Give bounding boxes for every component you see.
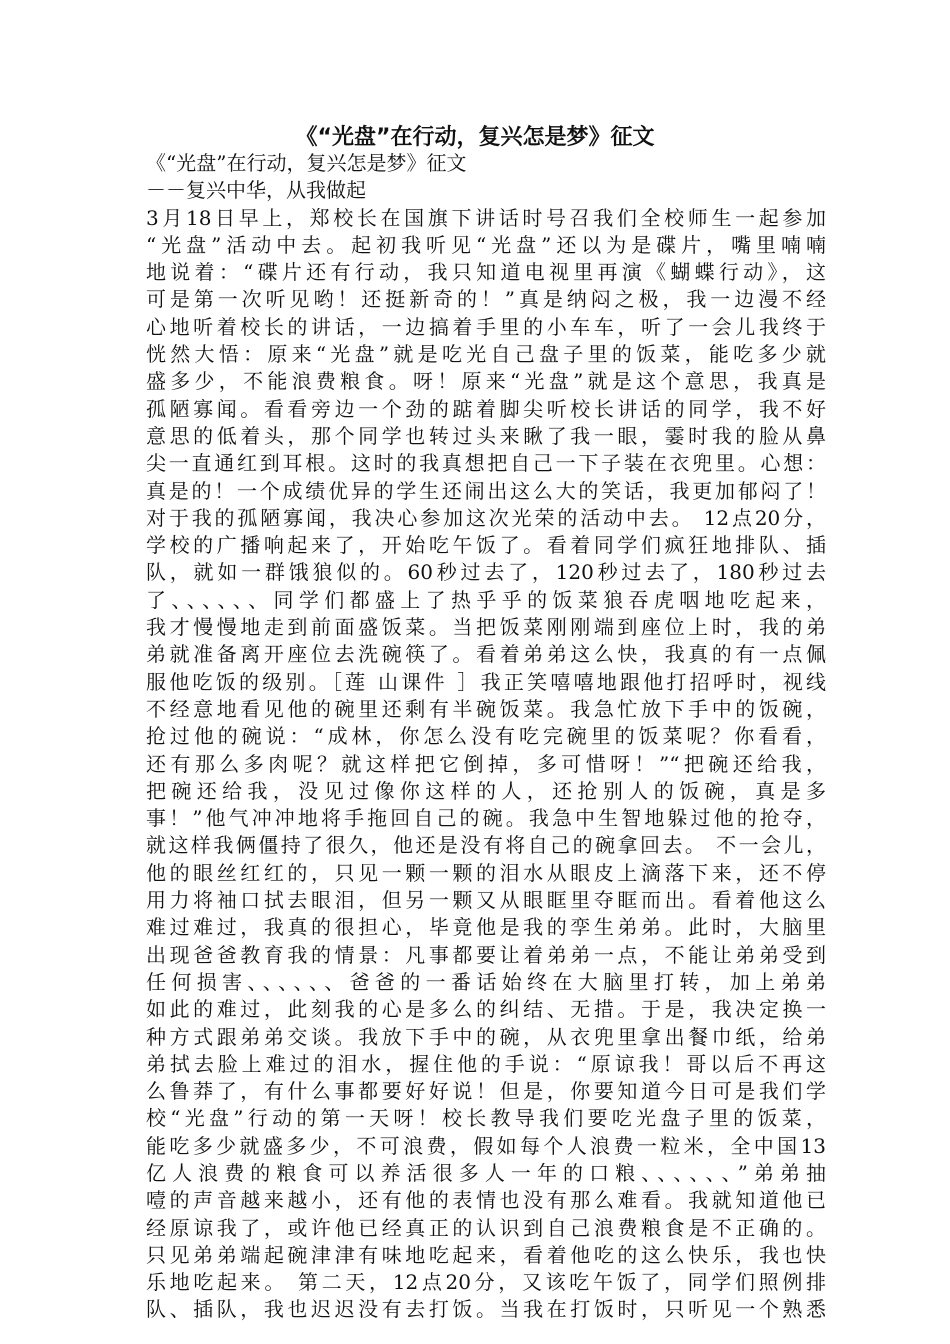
body-line: 还有那么多肉呢？就这样把它倒掉，多可惜呀！”“把碗还给我， <box>146 751 826 776</box>
body-line: 种方式跟弟弟交谈。我放下手中的碗，从衣兜里拿出餐巾纸，给弟 <box>146 1024 826 1049</box>
body-line: 真是的！一个成绩优异的学生还闹出这么大的笑话，我更加郁闷了！ <box>146 478 826 503</box>
body-line: 把碗还给我，没见过像你这样的人，还抢别人的饭碗，真是多 <box>146 778 826 803</box>
body-line: 如此的难过，此刻我的心是多么的纠结、无措。于是，我决定换一 <box>146 997 826 1022</box>
body-line: 孤陋寡闻。看看旁边一个劲的踮着脚尖听校长讲话的同学，我不好 <box>146 396 826 421</box>
body-line: 噎的声音越来越小，还有他的表情也没有那么难看。我就知道他已 <box>146 1188 826 1213</box>
body-line: 不经意地看见他的碗里还剩有半碗饭菜。我急忙放下手中的饭碗， <box>146 696 826 721</box>
body-line: 地说着：“碟片还有行动，我只知道电视里再演《蝴蝶行动》，这 <box>146 260 826 285</box>
body-line: 任何损害、、、、、、爸爸的一番话始终在大脑里打转，加上弟弟 <box>146 969 826 994</box>
body-line: 3月18日早上，郑校长在国旗下讲话时号召我们全校师生一起参加 <box>146 205 826 230</box>
body-line: 恍然大悟：原来“光盘”就是吃光自己盘子里的饭菜，能吃多少就 <box>146 342 826 367</box>
body-line: 心地听着校长的讲话，一边搞着手里的小车车，听了一会儿我终于 <box>146 314 826 339</box>
body-line: 他的眼丝红红的，只见一颗一颗的泪水从眼皮上滴落下来，还不停 <box>146 860 826 885</box>
body-line: 只见弟弟端起碗津津有味地吃起来，看着他吃的这么快乐，我也快 <box>146 1242 826 1267</box>
body-line: 出现爸爸教育我的情景：凡事都要让着弟弟一点，不能让弟弟受到 <box>146 942 826 967</box>
body-line: 盛多少，不能浪费粮食。呀！原来“光盘”就是这个意思，我真是 <box>146 369 826 394</box>
body-line: 亿人浪费的粮食可以养活很多人一年的口粮、、、、、、”弟弟抽 <box>146 1160 826 1185</box>
body-line: 抢过他的碗说：“成林，你怎么没有吃完碗里的饭菜呢？你看看， <box>146 724 826 749</box>
body-line: 难过难过，我真的很担心，毕竟他是我的孪生弟弟。此时，大脑里 <box>146 915 826 940</box>
body-line: 队，就如一群饿狼似的。60秒过去了，120秒过去了，180秒过去 <box>146 560 826 585</box>
body-line: 意思的低着头，那个同学也转过头来瞅了我一眼，霎时我的脸从鼻 <box>146 423 826 448</box>
document-body <box>146 150 826 1324</box>
body-line: 了、、、、、、同学们都盛上了热乎乎的饭菜狼吞虎咽地吃起来， <box>146 587 826 612</box>
body-line: 对于我的孤陋寡闻，我决心参加这次光荣的活动中去。 12点20分， <box>146 505 826 530</box>
body-line: 能吃多少就盛多少，不可浪费，假如每个人浪费一粒米，全中国13 <box>146 1133 826 1158</box>
document-title: 《“光盘”在行动，复兴怎是梦》征文 <box>295 125 655 150</box>
body-line: 就这样我俩僵持了很久，他还是没有将自己的碗拿回去。 不一会儿， <box>146 833 826 858</box>
body-line: 弟就准备离开座位去洗碗筷了。看着弟弟这么快，我真的有一点佩 <box>146 642 826 667</box>
body-line: 经原谅我了，或许他已经真正的认识到自己浪费粮食是不正确的。 <box>146 1215 826 1240</box>
body-line: －－复兴中华，从我做起 <box>146 178 366 203</box>
body-line: 校“光盘”行动的第一天呀！校长教导我们要吃光盘子里的饭菜， <box>146 1106 826 1131</box>
body-line: 尖一直通红到耳根。这时的我真想把自己一下子装在衣兜里。心想： <box>146 451 826 476</box>
body-line: 服他吃饭的级别。［莲 山课件 ］我正笑嘻嘻地跟他打招呼时，视线 <box>146 669 826 694</box>
body-line: 用力将袖口拭去眼泪，但另一颗又从眼眶里夺眶而出。看着他这么 <box>146 888 826 913</box>
body-line: 么鲁莽了，有什么事都要好好说！但是，你要知道今日可是我们学 <box>146 1079 826 1104</box>
body-line: “光盘”活动中去。起初我听见“光盘”还以为是碟片，嘴里喃喃 <box>146 232 826 257</box>
body-line: 可是第一次听见哟！还挺新奇的！”真是纳闷之极，我一边漫不经 <box>146 287 826 312</box>
body-line: 弟拭去脸上难过的泪水，握住他的手说：“原谅我！哥以后不再这 <box>146 1051 826 1076</box>
body-line: 学校的广播响起来了，开始吃午饭了。看着同学们疯狂地排队、插 <box>146 533 826 558</box>
body-line: 事！”他气冲冲地将手拖回自己的碗。我急中生智地躲过他的抢夺， <box>146 806 826 831</box>
body-line: 我才慢慢地走到前面盛饭菜。当把饭菜刚刚端到座位上时，我的弟 <box>146 615 826 640</box>
body-line: 乐地吃起来。 第二天，12点20分，又该吃午饭了，同学们照例排 <box>146 1270 826 1295</box>
body-line: 队、插队，我也迟迟没有去打饭。当我在打饭时，只听见一个熟悉 <box>146 1297 826 1322</box>
body-line: 《“光盘”在行动，复兴怎是梦》征文 <box>146 151 467 175</box>
